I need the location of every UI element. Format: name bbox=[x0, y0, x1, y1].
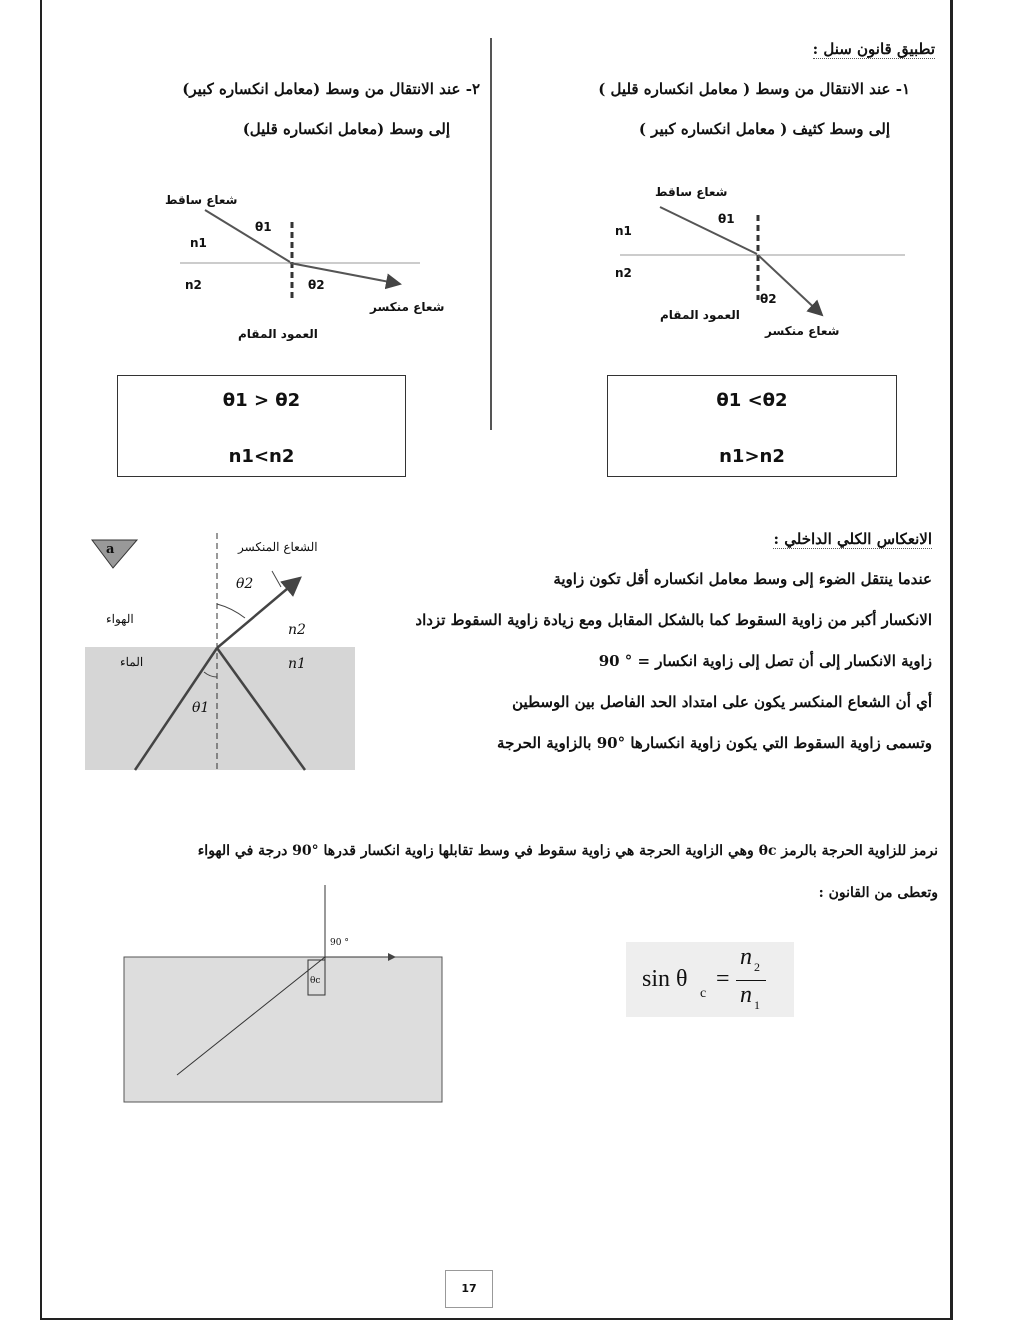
water-label: الماء bbox=[120, 655, 144, 669]
case2-indices: n1<n2 bbox=[228, 446, 295, 467]
formula-numerator: n bbox=[740, 944, 752, 970]
angle-90-label: 90 ° bbox=[330, 938, 349, 948]
formula-lhs: sin θ bbox=[642, 966, 688, 992]
case1-normal-label: العمود المقام bbox=[660, 308, 740, 322]
tir-refracted-label: الشعاع المنكسر bbox=[238, 540, 318, 554]
tir-theta2: θ2 bbox=[236, 576, 254, 592]
formula-denominator: n bbox=[740, 982, 752, 1008]
case1-n1: n1 bbox=[615, 224, 632, 238]
case1-line1: ١- عند الانتقال من وسط ( معامل انكساره قليل ) bbox=[598, 80, 910, 98]
tir-line-4: أي أن الشعاع المنكسر يكون على امتداد الحد الفاصل بين الوسطين bbox=[512, 693, 932, 711]
case1-theta2: θ2 bbox=[760, 292, 777, 306]
case2-normal-label: العمود المقام bbox=[238, 327, 318, 341]
tir-theta1: θ1 bbox=[192, 700, 210, 716]
tir-line-1: عندما ينتقل الضوء إلى وسط معامل انكساره أقل تكون زاوية bbox=[553, 570, 932, 588]
case2-angles: θ1 > θ2 bbox=[222, 390, 301, 411]
thetac-label: θc bbox=[310, 976, 321, 986]
tir-n2: n2 bbox=[288, 622, 306, 638]
case1-result-box bbox=[607, 375, 897, 477]
case2-line1: ٢- عند الانتقال من وسط (معامل انكساره كبير) bbox=[182, 80, 480, 98]
case2-incident-label: شعاع ساقط bbox=[165, 193, 238, 207]
air-label: الهواء bbox=[106, 612, 134, 626]
tir-title: الانعكاس الكلي الداخلي : bbox=[773, 530, 932, 548]
formula-numerator-sub: 2 bbox=[754, 960, 760, 974]
tir-line-3: زاوية الانكسار إلى أن تصل إلى زاوية انكسار = ° 90 bbox=[598, 652, 932, 670]
critical-angle-definition: نرمز للزاوية الحرجة بالرمز θc وهي الزاوية الحرجة هي زاوية سقوط في وسط تقابلها زاوية انكسار قدرها °90 درجة في الهواء bbox=[197, 843, 938, 859]
page-number: 17 bbox=[445, 1270, 493, 1308]
case2-n1: n1 bbox=[190, 236, 207, 250]
case1-incident-label: شعاع ساقط bbox=[655, 185, 728, 199]
tir-diagram bbox=[85, 533, 355, 770]
case2-line2: إلى وسط (معامل انكساره قليل) bbox=[242, 120, 450, 138]
snell-title: تطبيق قانون سنل : bbox=[812, 40, 935, 58]
case2-result-box bbox=[117, 375, 406, 477]
critical-angle-formula: sin θ c = n 2 n 1 bbox=[626, 942, 794, 1017]
case1-indices: n1>n2 bbox=[719, 446, 785, 467]
critical-angle-diagram bbox=[124, 885, 442, 1102]
formula-denominator-sub: 1 bbox=[754, 998, 760, 1012]
case2-diagram bbox=[180, 210, 420, 300]
tir-line-2: الانكسار أكبر من زاوية السقوط كما بالشكل المقابل ومع زيادة زاوية السقوط تزداد bbox=[415, 611, 932, 629]
formula-lhs-sub: c bbox=[700, 986, 707, 1001]
case1-theta1: θ1 bbox=[718, 212, 735, 226]
case1-n2: n2 bbox=[615, 266, 632, 280]
case2-refracted-label: شعاع منكسر bbox=[370, 300, 445, 314]
case2-n2: n2 bbox=[185, 278, 202, 292]
tir-line-5: وتسمى زاوية السقوط التي يكون زاوية انكسارها °90 بالزاوية الحرجة bbox=[497, 734, 932, 752]
figure-badge: a bbox=[106, 542, 115, 557]
case1-refracted-label: شعاع منكسر bbox=[765, 324, 840, 338]
case2-theta2: θ2 bbox=[308, 278, 325, 292]
formula-intro: وتعطى من القانون : bbox=[818, 885, 938, 901]
case2-theta1: θ1 bbox=[255, 220, 272, 234]
case1-angles: θ1 <θ2 bbox=[716, 390, 788, 411]
case1-line2: إلى وسط كثيف ( معامل انكساره كبير ) bbox=[638, 120, 890, 138]
tir-n1: n1 bbox=[288, 656, 306, 672]
